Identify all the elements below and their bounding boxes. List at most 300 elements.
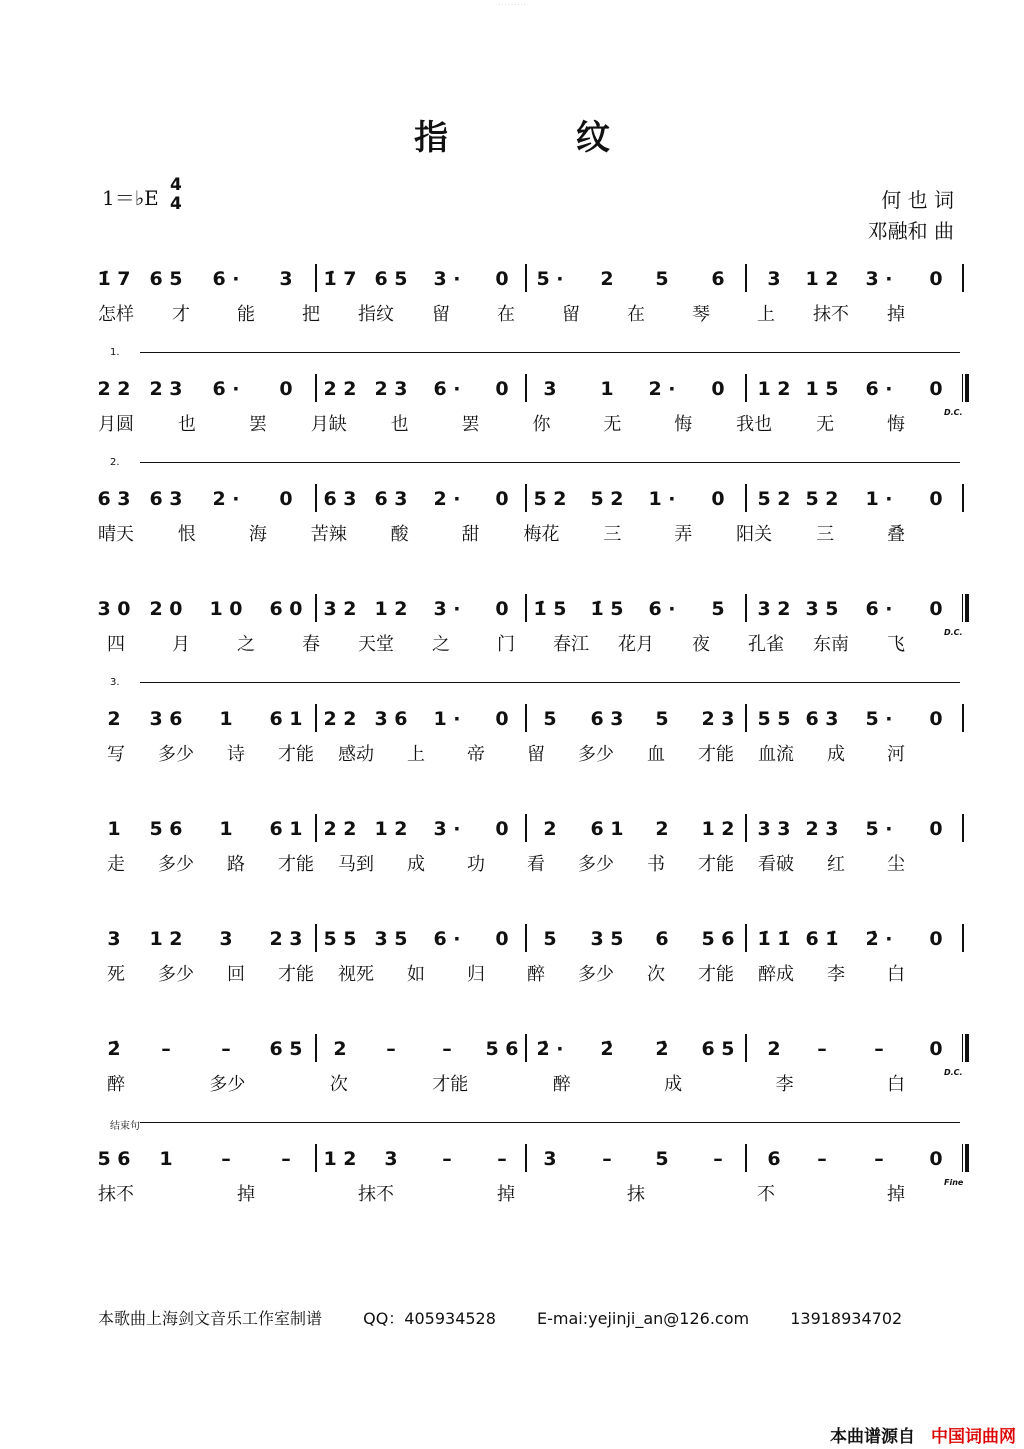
note: 3 ·	[433, 268, 461, 290]
note: 6 5	[269, 1038, 303, 1060]
note: –	[874, 1148, 884, 1170]
note: 5 ·	[865, 708, 893, 730]
note: 3	[384, 1148, 398, 1170]
note: 0	[929, 488, 943, 510]
bar-line	[745, 1034, 747, 1062]
note: 2 3	[269, 928, 303, 950]
bar-line	[315, 924, 317, 952]
footer-email: E-mai:yejinji_an@126.com	[537, 1309, 750, 1328]
note: 1 ·	[865, 488, 893, 510]
lyric: 写	[107, 744, 125, 765]
lyric: 掉	[887, 304, 905, 325]
lyric: 留	[432, 304, 450, 325]
lyric: 酸	[390, 524, 409, 545]
note: 1̇ 5	[590, 598, 624, 620]
note: 3	[543, 1148, 557, 1170]
note: 3 2	[757, 598, 791, 620]
lyric: 多少	[578, 964, 614, 985]
note: 5	[655, 268, 669, 290]
note: 3 5	[805, 598, 839, 620]
note: 5	[711, 598, 725, 620]
note: 0	[495, 598, 509, 620]
lyric: 春	[302, 634, 320, 655]
lyric: 醉成	[758, 964, 794, 985]
note: 6	[767, 1148, 781, 1170]
note: 2 2	[97, 378, 131, 400]
lyric: 成	[664, 1074, 683, 1095]
lyric: 才能	[698, 964, 734, 985]
note: 0	[929, 708, 943, 730]
note: 1̇ 7	[323, 268, 357, 290]
note: 2 3	[149, 378, 183, 400]
lyric: 醉	[527, 964, 545, 985]
note: –	[874, 1038, 884, 1060]
key-signature: 1＝♭E	[102, 186, 159, 210]
lyric: 花月	[618, 634, 654, 655]
source-site-link[interactable]: 中国词曲网	[931, 1427, 1016, 1447]
note: 2 0	[149, 598, 183, 620]
note: 5 2	[805, 488, 839, 510]
note: 2	[107, 708, 121, 730]
lyric: 看	[527, 854, 545, 875]
note: 1	[107, 818, 121, 840]
lyric: 多少	[578, 744, 614, 765]
lyric: 弄	[674, 524, 693, 545]
lyric: 血流	[758, 744, 794, 765]
lyric: 抹	[627, 1184, 645, 1205]
lyric: 月	[172, 634, 190, 655]
bar-line	[745, 1144, 747, 1172]
note: 6 ·	[865, 378, 893, 400]
note: 0	[279, 378, 293, 400]
lyric: 三	[603, 524, 622, 545]
volta-label: 3.	[110, 677, 120, 688]
note: 6 3	[590, 708, 624, 730]
bar-line	[315, 814, 317, 842]
lyric: 成	[827, 744, 845, 765]
lyric: 醉	[107, 1074, 125, 1095]
volta-line	[140, 1122, 960, 1123]
note: 0	[495, 378, 509, 400]
note: –	[497, 1148, 507, 1170]
note: 2	[543, 818, 557, 840]
note: 1̇ 7	[97, 268, 131, 290]
lyric: 才能	[278, 964, 314, 985]
lyric: 抹不	[98, 1184, 134, 1205]
note: 3 ·	[865, 268, 893, 290]
note: –	[386, 1038, 396, 1060]
note: 1 2	[374, 818, 408, 840]
lyric: 才	[172, 304, 190, 325]
note: 6 5	[374, 268, 408, 290]
note: 5 6	[97, 1148, 131, 1170]
note: 3 0	[97, 598, 131, 620]
bar-line	[745, 594, 747, 622]
bar-line	[525, 1144, 527, 1172]
note: –	[602, 1148, 612, 1170]
lyric: 三	[816, 524, 835, 545]
note: 3 6	[374, 708, 408, 730]
bar-line	[525, 924, 527, 952]
note: 0	[495, 928, 509, 950]
note: 1 0	[209, 598, 243, 620]
note: 1	[219, 818, 233, 840]
note: 1 2	[149, 928, 183, 950]
note: 2̇ ·	[865, 928, 893, 950]
note: 2̇	[107, 1038, 121, 1060]
lyric: 恨	[177, 524, 196, 545]
note: 3	[543, 378, 557, 400]
note: 0	[495, 708, 509, 730]
note: –	[817, 1148, 827, 1170]
note: 0	[929, 928, 943, 950]
note: –	[817, 1038, 827, 1060]
note: 2 ·	[648, 378, 676, 400]
note: 0	[495, 488, 509, 510]
lyric: 怎样	[98, 304, 134, 325]
lyric: 醉	[552, 1074, 571, 1095]
notation-row	[96, 592, 966, 637]
notation-row	[96, 812, 966, 848]
note: 3 6	[149, 708, 183, 730]
footer-phone: 13918934702	[790, 1309, 903, 1328]
repeat-mark: Fine	[944, 1178, 964, 1187]
lyric: 罢	[248, 414, 267, 435]
note: –	[281, 1148, 291, 1170]
lyric: 次	[329, 1074, 348, 1095]
note: 6 3	[374, 488, 408, 510]
lyric: 苦辣	[310, 524, 347, 545]
note: 2 2	[323, 708, 357, 730]
footer-credits	[98, 1306, 938, 1329]
repeat-mark: D.C.	[944, 1068, 963, 1077]
lyric: 李	[827, 964, 845, 985]
lyric: 留	[527, 744, 545, 765]
note: 3 5	[374, 928, 408, 950]
final-bar-line	[962, 1034, 969, 1062]
bar-line	[525, 704, 527, 732]
lyric: 之	[237, 634, 255, 655]
lyric: 之	[432, 634, 450, 655]
lyric: 掉	[237, 1184, 255, 1205]
note: 3	[279, 268, 293, 290]
note: 2	[767, 1038, 781, 1060]
note: 3 5	[590, 928, 624, 950]
note: 6	[711, 268, 725, 290]
note: 2̇	[655, 1038, 669, 1060]
note: 6 3	[149, 488, 183, 510]
lyric: 你	[532, 414, 551, 435]
lyric: 飞	[887, 634, 905, 655]
note: 6 1̇	[805, 928, 839, 950]
footer-studio: 本歌曲上海剑文音乐工作室制谱	[98, 1309, 323, 1328]
bar-line	[525, 374, 527, 402]
final-bar-line	[962, 374, 969, 402]
note: 5	[655, 1148, 669, 1170]
lyric: 罢	[461, 414, 480, 435]
source-credit	[830, 1422, 1016, 1447]
bar-line	[315, 594, 317, 622]
note: 0	[929, 818, 943, 840]
note: –	[442, 1148, 452, 1170]
note: 1 2	[323, 1148, 357, 1170]
time-signature-bottom: 4	[170, 194, 182, 214]
lyric: 掉	[887, 1184, 905, 1205]
final-bar-line	[962, 1144, 969, 1172]
lyric: 李	[775, 1074, 794, 1095]
lyric: 东南	[813, 634, 849, 655]
note: 6 3	[323, 488, 357, 510]
lyric: 白	[887, 964, 905, 985]
bar-line	[745, 484, 747, 512]
lyric: 书	[647, 854, 665, 875]
note: 5 2	[533, 488, 567, 510]
note: 6 0	[269, 598, 303, 620]
bar-line	[315, 1034, 317, 1062]
bar-line	[962, 924, 964, 952]
bar-line	[315, 264, 317, 292]
lyric: 把	[302, 304, 320, 325]
bar-line	[745, 704, 747, 732]
notation-row	[96, 702, 966, 738]
note: 1 ·	[648, 488, 676, 510]
lyric: 多少	[209, 1074, 246, 1095]
note: 0	[929, 1148, 943, 1170]
lyric: 夜	[692, 634, 710, 655]
note: 6 5	[149, 268, 183, 290]
note: 2	[600, 268, 614, 290]
bar-line	[525, 1034, 527, 1062]
lyric: 才能	[432, 1074, 469, 1095]
lyric: 才能	[278, 744, 314, 765]
note: 0	[711, 378, 725, 400]
bar-line	[315, 374, 317, 402]
note: 0	[929, 378, 943, 400]
note: 5 6	[149, 818, 183, 840]
note: 5	[543, 928, 557, 950]
header-watermark: · · · · · · · · ·	[498, 2, 526, 8]
volta-label: 结束句	[110, 1121, 140, 1132]
note: 1	[219, 708, 233, 730]
bar-line	[745, 264, 747, 292]
bar-line	[962, 814, 964, 842]
time-signature	[170, 176, 182, 214]
note: 2̇	[600, 1038, 614, 1060]
note: 0	[929, 268, 943, 290]
note: 6 ·	[648, 598, 676, 620]
volta-label: 2.	[110, 457, 120, 468]
note: 2 3	[701, 708, 735, 730]
notation-row	[96, 1032, 966, 1077]
lyric: 河	[887, 744, 905, 765]
note: 1 2	[805, 268, 839, 290]
note: 6 3	[97, 488, 131, 510]
note: 0	[929, 598, 943, 620]
lyric: 抹不	[813, 304, 849, 325]
lyric: 也	[177, 414, 196, 435]
bar-line	[315, 704, 317, 732]
note: 6 ·	[865, 598, 893, 620]
lyric: 春江	[553, 634, 589, 655]
note: 6 ·	[433, 378, 461, 400]
note: 1	[600, 378, 614, 400]
note: 5 ·	[865, 818, 893, 840]
lyric: 马到	[338, 854, 374, 875]
note: 3	[107, 928, 121, 950]
note: 3 ·	[433, 598, 461, 620]
lyric: 次	[647, 964, 665, 985]
lyric: 诗	[227, 744, 245, 765]
lyric: 我也	[736, 414, 773, 435]
bar-line	[962, 484, 964, 512]
volta-label: 1.	[110, 347, 120, 358]
lyricist-credit: 何 也 词	[881, 188, 954, 212]
lyric: 多少	[578, 854, 614, 875]
repeat-mark: D.C.	[944, 628, 963, 637]
lyric: 在	[497, 304, 515, 325]
lyric: 上	[757, 304, 775, 325]
lyric: 路	[227, 854, 245, 875]
notation-row	[96, 372, 966, 417]
lyric: 抹不	[358, 1184, 394, 1205]
notation-row	[96, 262, 966, 298]
note: 2̇ ·	[536, 1038, 564, 1060]
note: 6 ·	[433, 928, 461, 950]
note: 6 1	[590, 818, 624, 840]
lyric: 帝	[467, 744, 485, 765]
note: 6	[655, 928, 669, 950]
note: 1 ·	[433, 708, 461, 730]
lyric: 走	[107, 854, 125, 875]
note: 5 2	[757, 488, 791, 510]
note: 1 2	[374, 598, 408, 620]
lyric: 多少	[158, 854, 194, 875]
bar-line	[315, 1144, 317, 1172]
footer-qq: QQ：405934528	[363, 1309, 496, 1328]
note: 2 ·	[212, 488, 240, 510]
volta-line	[140, 462, 960, 463]
note: 2 3	[805, 818, 839, 840]
lyric: 才能	[698, 744, 734, 765]
notation-row	[96, 922, 966, 958]
bar-line	[962, 264, 964, 292]
note: 5 5	[323, 928, 357, 950]
note: 1̇ 5	[533, 598, 567, 620]
lyric: 才能	[698, 854, 734, 875]
note: –	[713, 1148, 723, 1170]
time-signature-top: 4	[170, 175, 182, 195]
lyric: 白	[887, 1074, 905, 1095]
note: 2	[333, 1038, 347, 1060]
note: 3 ·	[433, 818, 461, 840]
note: 1 2	[701, 818, 735, 840]
note: 5 ·	[536, 268, 564, 290]
lyric: 在	[627, 304, 645, 325]
note: 6 ·	[212, 378, 240, 400]
lyric: 悔	[887, 414, 905, 435]
volta-line	[140, 352, 960, 353]
bar-line	[525, 594, 527, 622]
note: –	[442, 1038, 452, 1060]
note: 6 3	[805, 708, 839, 730]
note: 5 6	[701, 928, 735, 950]
lyric: 月缺	[310, 414, 347, 435]
notation-row	[96, 482, 966, 518]
bar-line	[525, 264, 527, 292]
note: 3 3	[757, 818, 791, 840]
lyric: 叠	[887, 524, 905, 545]
note: 0	[495, 268, 509, 290]
lyric: 归	[467, 964, 485, 985]
lyric: 死	[107, 964, 125, 985]
lyric: 视死	[338, 964, 374, 985]
volta-line	[140, 682, 960, 683]
lyric: 上	[407, 744, 425, 765]
lyric: 琴	[692, 304, 710, 325]
song-title: 指 纹	[414, 118, 668, 158]
lyric: 悔	[674, 414, 693, 435]
lyric: 如	[407, 964, 425, 985]
note: 2 2	[323, 378, 357, 400]
lyric: 尘	[887, 854, 905, 875]
note: 0	[929, 1038, 943, 1060]
source-label: 本曲谱源自	[830, 1427, 915, 1447]
lyric: 留	[562, 304, 580, 325]
bar-line	[525, 814, 527, 842]
lyric: 也	[390, 414, 409, 435]
lyric: 才能	[278, 854, 314, 875]
lyric: 感动	[338, 744, 374, 765]
note: –	[221, 1038, 231, 1060]
lyric: 无	[816, 414, 835, 435]
lyric: 四	[107, 634, 125, 655]
lyric: 多少	[158, 964, 194, 985]
bar-line	[315, 484, 317, 512]
note: 0	[279, 488, 293, 510]
note: 1̇ 1̇	[757, 928, 791, 950]
notation-row	[96, 1142, 966, 1187]
note: 0	[495, 818, 509, 840]
note: 5 6	[485, 1038, 519, 1060]
lyric: 功	[467, 854, 485, 875]
lyric: 月圆	[98, 414, 134, 435]
lyric: 看破	[758, 854, 794, 875]
lyric: 门	[497, 634, 515, 655]
bar-line	[745, 374, 747, 402]
note: 2 3	[374, 378, 408, 400]
note: 6 ·	[212, 268, 240, 290]
lyric: 掉	[497, 1184, 515, 1205]
lyric: 能	[237, 304, 255, 325]
note: 3 2	[323, 598, 357, 620]
composer-credit: 邓融和 曲	[867, 219, 954, 243]
note: –	[161, 1038, 171, 1060]
lyric: 孔雀	[748, 634, 784, 655]
note: –	[221, 1148, 231, 1170]
note: 3	[219, 928, 233, 950]
bar-line	[525, 484, 527, 512]
bar-line	[745, 924, 747, 952]
note: 2 ·	[433, 488, 461, 510]
lyric: 晴天	[98, 524, 134, 545]
note: 2	[655, 818, 669, 840]
note: 2 2	[323, 818, 357, 840]
note: 5 5	[757, 708, 791, 730]
lyric: 海	[248, 524, 267, 545]
lyric: 多少	[158, 744, 194, 765]
note: 3	[767, 268, 781, 290]
lyric: 成	[407, 854, 425, 875]
